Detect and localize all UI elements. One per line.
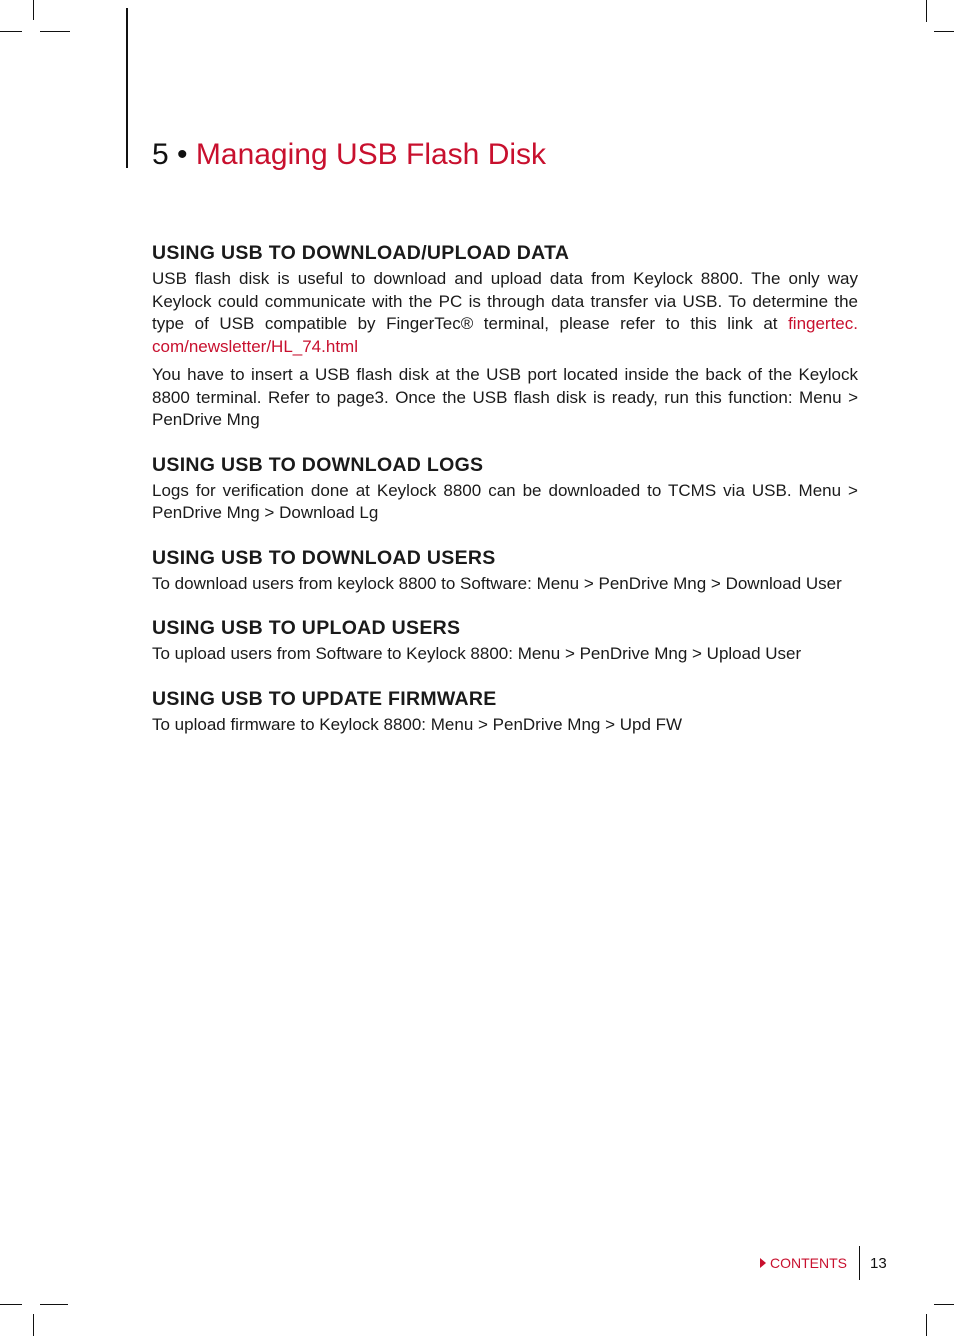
chapter-title <box>152 138 546 172</box>
crop-mark <box>40 31 70 32</box>
section-paragraph: To download users from keylock 8800 to Software: Menu > PenDrive Mng > Download User <box>152 573 842 593</box>
page-footer <box>760 1246 887 1280</box>
section-heading: USING USB TO DOWNLOAD USERS <box>152 546 496 569</box>
newsletter-link[interactable]: fingertec. com/newsletter/HL_74.html <box>152 314 858 356</box>
chapter-title-text: Managing USB Flash Disk <box>195 138 547 171</box>
contents-label: CONTENTS <box>770 1255 847 1271</box>
section-download-upload-data <box>152 238 858 432</box>
crop-mark <box>33 1314 34 1336</box>
chapter-bullet: • <box>177 138 188 171</box>
crop-mark <box>40 1304 68 1305</box>
crop-mark <box>0 31 22 32</box>
page-number: 13 <box>870 1254 887 1272</box>
contents-link[interactable] <box>760 1255 847 1271</box>
crop-mark <box>0 1304 22 1305</box>
play-triangle-icon <box>760 1258 766 1268</box>
section-download-logs <box>152 450 858 525</box>
section-download-users <box>152 543 858 596</box>
crop-mark <box>934 1304 954 1305</box>
section-paragraph: To upload firmware to Keylock 8800: Menu > PenDrive Mng > Upd FW <box>152 714 683 734</box>
section-heading: USING USB TO DOWNLOAD LOGS <box>152 453 484 476</box>
section-heading: USING USB TO DOWNLOAD/UPLOAD DATA <box>152 242 570 264</box>
section-upload-users <box>152 613 858 666</box>
crop-mark <box>926 0 927 22</box>
chapter-rule <box>126 8 128 168</box>
section-heading: USING USB TO UPDATE FIRMWARE <box>152 687 497 710</box>
section-update-firmware <box>152 684 858 737</box>
section-heading: USING USB TO UPLOAD USERS <box>152 617 461 639</box>
crop-mark <box>33 0 34 20</box>
crop-mark <box>934 31 954 32</box>
section-paragraph: Logs for verification done at Keylock 8800 can be downloaded to TCMS via USB. Menu > PenDrive Mng > Download Lg <box>152 480 858 522</box>
footer-divider <box>859 1246 860 1280</box>
section-paragraph: You have to insert a USB flash disk at the USB port located inside the back of the Keylock 8800 terminal. Refer to page3. Once the USB flash disk is ready, run this function: Menu > PenDrive Mng <box>152 365 858 429</box>
crop-mark <box>926 1314 927 1336</box>
section-paragraph <box>152 268 858 358</box>
section-paragraph: To upload users from Software to Keylock 8800: Menu > PenDrive Mng > Upload User <box>152 644 802 663</box>
main-content <box>152 238 858 742</box>
paragraph-text: USB flash disk is useful to download and upload data from Keylock 8800. The only way Keylock could communicate with the PC is through data transfer via USB. To determine the type of USB compatible by FingerTec® terminal, please refer to this link at <box>152 269 858 333</box>
chapter-number: 5 <box>152 138 169 171</box>
